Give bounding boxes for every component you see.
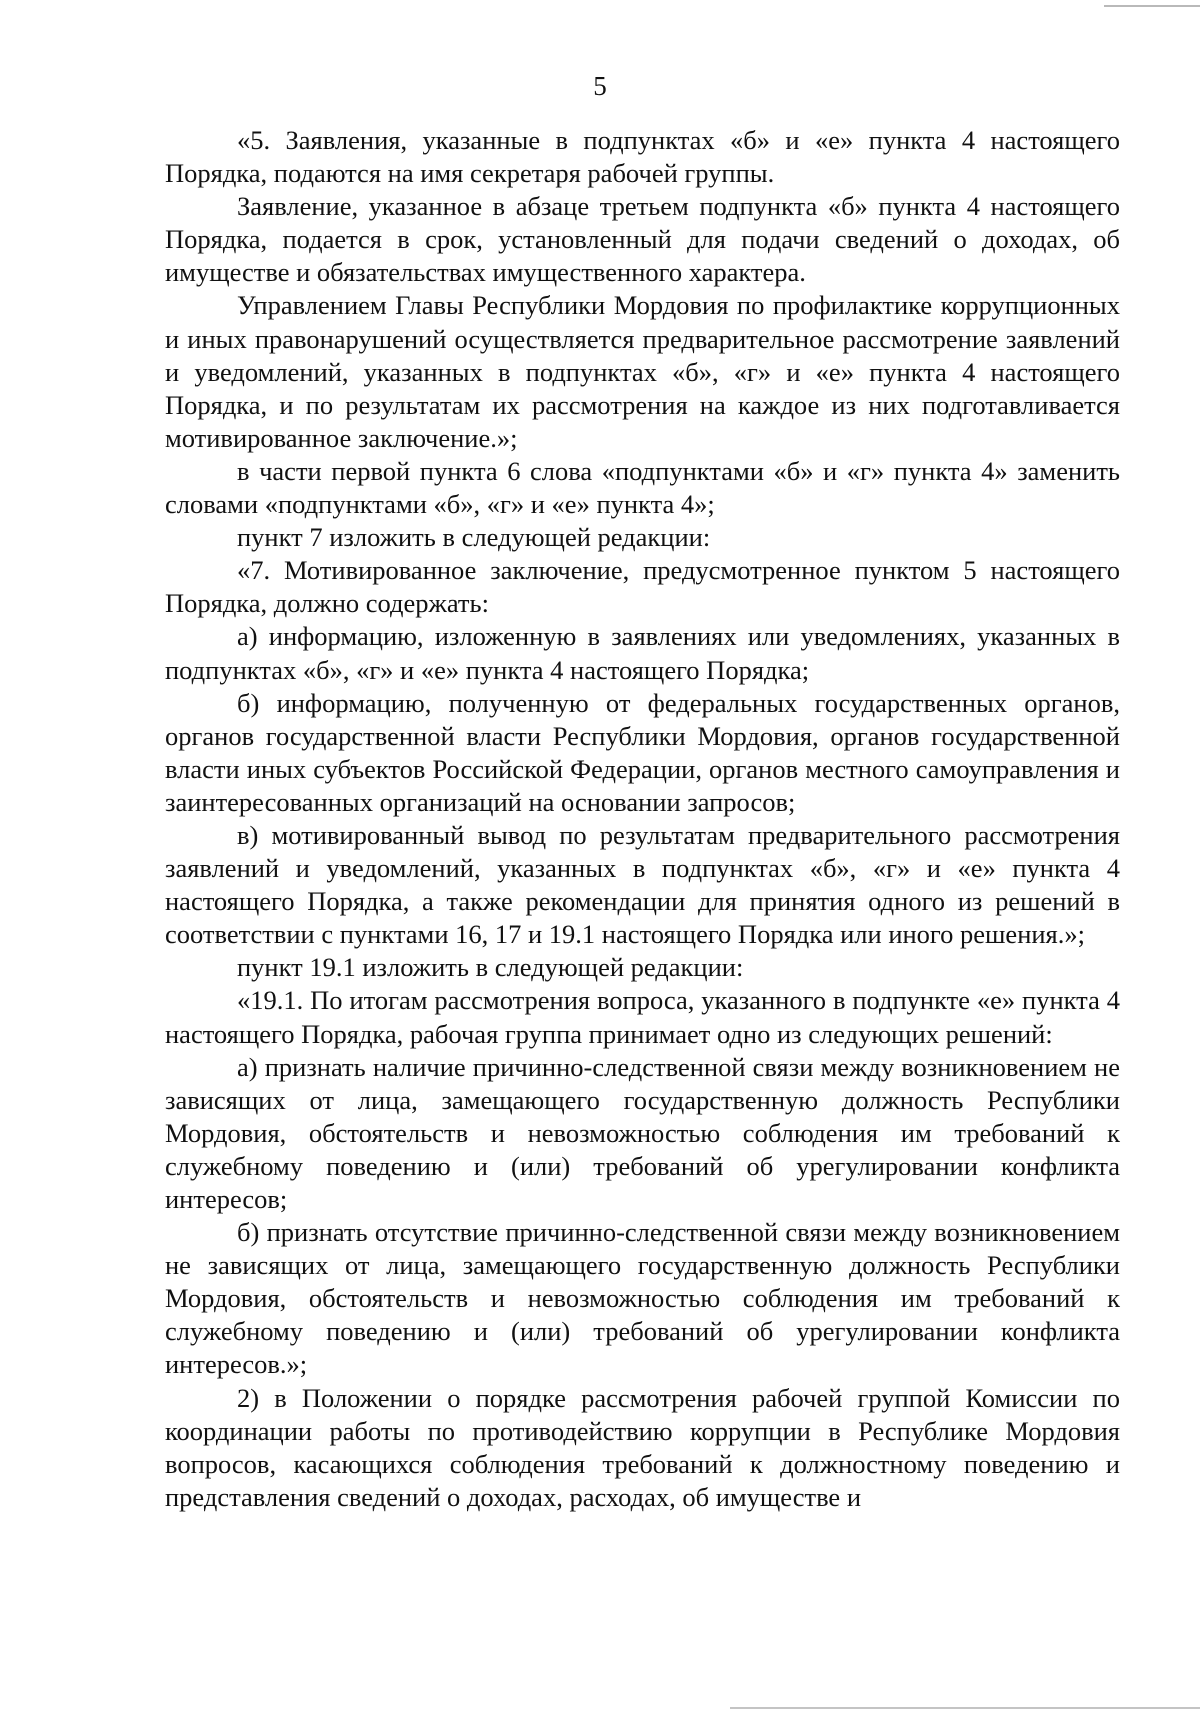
paragraph-preliminary-review: Управлением Главы Республики Мордовия по профилактике коррупционных и иных правонарушений осуществляется предварительное рассмотрение заявлений и уведомлений, указанных в подпунктах «б», «г» и «е» пункта 4 настоящего Порядка, и по результатам их рассмотрения на каждое из них подготавливается мотивированное заключение.»; (165, 290, 1120, 453)
paragraph-item-2-regulation: 2) в Положении о порядке рассмотрения рабочей группой Комиссии по координации работы по противодействию коррупции в Республике Мордовия вопросов, касающихся соблюдения требований к должностному поведению и представления сведений о доходах, расходах, об имуществе и (165, 1382, 1120, 1512)
paragraph-item-7-text: «7. Мотивированное заключение, предусмотренное пунктом 5 настоящего Порядка, должно содержать: (165, 555, 1120, 619)
paragraph-5-statements: «5. Заявления, указанные в подпунктах «б» и «е» пункта 4 настоящего Порядка, подаются на имя секретаря рабочей группы. (165, 125, 1120, 189)
document-body (165, 124, 1120, 1514)
scan-edge-line (1104, 5, 1200, 7)
page-number: 5 (593, 71, 607, 101)
paragraph-item-7-a: а) информацию, изложенную в заявлениях или уведомлениях, указанных в подпунктах «б», «г» и «е» пункта 4 настоящего Порядка; (165, 621, 1120, 685)
paragraph-item-19-1-b: б) признать отсутствие причинно-следственной связи между возникновением не зависящих от лица, замещающего государственную должность Республики Мордовия, обстоятельств и невозможностью соблюдения им требований к служебному поведению и (или) требований об урегулировании конфликта интересов.»; (165, 1217, 1120, 1380)
paragraph-item-7-b: б) информацию, полученную от федеральных государственных органов, органов государственной власти Республики Мордовия, органов государственной власти иных субъектов Российской Федерации, органов местного самоуправления и заинтересованных организаций на основании запросов; (165, 687, 1120, 817)
paragraph-statement-deadline: Заявление, указанное в абзаце третьем подпункта «б» пункта 4 настоящего Порядка, подается в срок, установленный для подачи сведений о доходах, об имуществе и обязательствах имущественного характера. (165, 191, 1120, 288)
paragraph-item-19-1-intro: пункт 19.1 изложить в следующей редакции: (237, 952, 744, 983)
scan-edge-line-bottom (730, 1707, 1200, 1709)
paragraph-item-7-intro: пункт 7 изложить в следующей редакции: (237, 522, 711, 553)
paragraph-item-7-v: в) мотивированный вывод по результатам предварительного рассмотрения заявлений и уведомлений, указанных в подпунктах «б», «г» и «е» пункта 4 настоящего Порядка, а также рекомендации для принятия одного из решений в соответствии с пунктами 16, 17 и 19.1 настоящего Порядка или иного решения.»; (165, 819, 1120, 950)
paragraph-item-19-1-text: «19.1. По итогам рассмотрения вопроса, указанного в подпункте «е» пункта 4 настоящего Порядка, рабочая группа принимает одно из следующих решений: (165, 985, 1120, 1049)
paragraph-item-19-1-a: а) признать наличие причинно-следственной связи между возникновением не зависящих от лица, замещающего государственную должность Республики Мордовия, обстоятельств и невозможностью соблюдения им требований к служебному поведению и (или) требований об урегулировании конфликта интересов; (165, 1051, 1120, 1214)
paragraph-amend-item-6: в части первой пункта 6 слова «подпунктами «б» и «г» пункта 4» заменить словами «подпунктами «б», «г» и «е» пункта 4»; (165, 455, 1120, 520)
